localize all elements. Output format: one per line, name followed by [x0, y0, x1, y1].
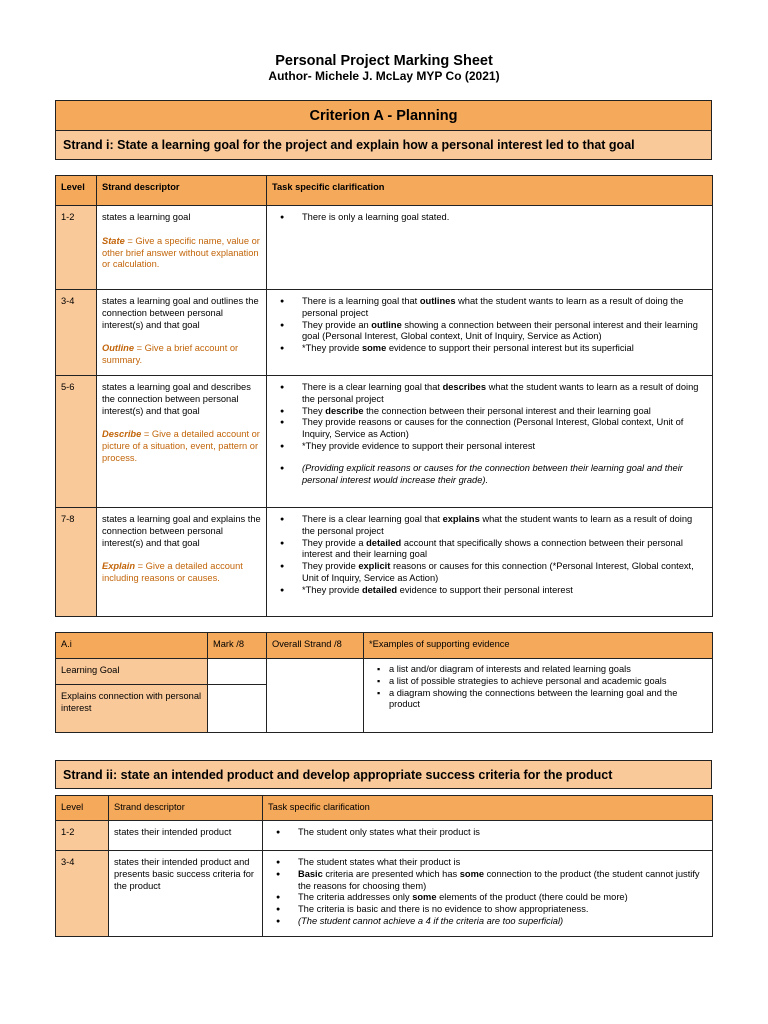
- list-item: ● There is a clear learning goal that describes what the student wants to learn as a result of doing the personal project: [272, 382, 707, 406]
- col-descriptor: Strand descriptor: [114, 802, 185, 812]
- definition-text: State = Give a specific name, value or other brief answer without explanation or calculation.: [102, 235, 260, 270]
- col-clarification: Task specific clarification: [272, 182, 385, 192]
- list-item: ● They provide explicit reasons or causes for this connection (*Personal Interest, Global context, Unit of Inquiry, Service as Action): [272, 561, 707, 585]
- level-cell: 1-2: [61, 827, 75, 837]
- list-item: ● There is only a learning goal stated.: [272, 212, 707, 224]
- list-item: ● The student states what their product is: [268, 857, 707, 869]
- marks-row: [56, 659, 713, 685]
- col-examples: *Examples of supporting evidence: [369, 639, 510, 649]
- strand2-heading: Strand ii: state an intended product and develop appropriate success criteria for the product: [55, 760, 712, 789]
- clarification-list: [272, 296, 707, 355]
- list-item: ● There is a learning goal that outlines what the student wants to learn as a result of doing the personal project: [272, 296, 707, 320]
- list-item: ● *They provide some evidence to support their personal interest but its superficial: [272, 343, 707, 355]
- level-cell: 3-4: [61, 296, 75, 306]
- strand1-marks-table: [55, 632, 713, 733]
- marks-header-row: [56, 633, 713, 659]
- table-row: [56, 508, 713, 617]
- list-item: ● The student only states what their product is: [268, 827, 707, 839]
- descriptor-text: states their intended product: [114, 827, 232, 837]
- definition-text: Outline = Give a brief account or summary.: [102, 343, 239, 366]
- list-item: ▪ a list and/or diagram of interests and related learning goals: [369, 664, 707, 676]
- descriptor-text: states their intended product and presents basic success criteria for the product: [114, 857, 255, 891]
- level-cell: 7-8: [61, 514, 75, 524]
- list-item: ● They provide an outline showing a connection between their personal interest and their learning goal (Personal Interest, Global context, Unit of Inquiry, Service as Action): [272, 320, 707, 344]
- list-item: ▪ a list of possible strategies to achieve personal and academic goals: [369, 676, 707, 688]
- list-item: ● They provide a detailed account that specifically shows a connection between their personal interest and their learning goal: [272, 538, 707, 562]
- mark-entry-cell[interactable]: [208, 685, 267, 733]
- list-item: ● *They provide detailed evidence to support their personal interest: [272, 585, 707, 597]
- strand1-heading: Strand i: State a learning goal for the project and explain how a personal interest led to that goal: [55, 131, 712, 160]
- col-clarification: Task specific clarification: [268, 802, 370, 812]
- col-strand-id: A.i: [61, 639, 72, 649]
- clarification-list: [272, 382, 707, 486]
- table-row: [56, 206, 713, 290]
- table-row: [56, 851, 713, 937]
- level-cell: 5-6: [61, 382, 75, 392]
- page-title: Personal Project Marking Sheet: [275, 53, 493, 69]
- list-item: ● There is a clear learning goal that explains what the student wants to learn as a result of doing the personal project: [272, 514, 707, 538]
- author-line: Author- Michele J. McLay MYP Co (2021): [268, 69, 500, 83]
- descriptor-text: states a learning goal and explains the connection between personal interest(s) and that goal: [102, 514, 261, 548]
- overall-entry-cell[interactable]: [267, 659, 364, 733]
- list-item: ● *They provide evidence to support their personal interest: [272, 441, 707, 453]
- marks-row-label: Learning Goal: [61, 665, 120, 675]
- col-overall: Overall Strand /8: [272, 639, 342, 649]
- note-item: ● (Providing explicit reasons or causes for the connection between their learning goal and their personal interest would increase their grade).: [272, 463, 707, 487]
- level-cell: 3-4: [61, 857, 75, 867]
- mark-entry-cell[interactable]: [208, 659, 267, 685]
- definition-text: Describe = Give a detailed account or picture of a situation, event, pattern or process.: [102, 429, 260, 463]
- examples-list: [369, 664, 707, 711]
- criterion-title: Criterion A - Planning: [55, 100, 712, 131]
- marks-row-label: Explains connection with personal interest: [61, 691, 202, 713]
- strand2-rubric-table: [55, 795, 713, 937]
- table-row: [56, 821, 713, 851]
- table-header-row: [56, 796, 713, 821]
- clarification-list: [272, 212, 707, 224]
- level-cell: 1-2: [61, 212, 75, 222]
- table-header-row: [56, 176, 713, 206]
- clarification-list: [268, 827, 707, 839]
- col-descriptor: Strand descriptor: [102, 182, 180, 192]
- list-item: ● The criteria addresses only some elements of the product (there could be more): [268, 892, 707, 904]
- list-item: ● (The student cannot achieve a 4 if the criteria are too superficial): [268, 916, 707, 928]
- col-mark: Mark /8: [213, 639, 244, 649]
- list-item: ● The criteria is basic and there is no evidence to show appropriateness.: [268, 904, 707, 916]
- clarification-list: [268, 857, 707, 928]
- descriptor-text: states a learning goal and outlines the connection between personal interest(s) and that goal: [102, 296, 259, 330]
- clarification-list: [272, 514, 707, 597]
- descriptor-text: states a learning goal and describes the connection between personal interest(s) and that goal: [102, 382, 251, 416]
- table-row: [56, 376, 713, 508]
- strand1-rubric-table: [55, 175, 713, 617]
- descriptor-text: states a learning goal: [102, 212, 191, 222]
- list-item: ● Basic criteria are presented which has some connection to the product (the student cannot justify the reasons for choosing them): [268, 869, 707, 893]
- list-item: ▪ a diagram showing the connections between the learning goal and the product: [369, 688, 707, 712]
- list-item: ● They provide reasons or causes for the connection (Personal Interest, Global context, Unit of Inquiry, Service as Action): [272, 417, 707, 441]
- table-row: [56, 290, 713, 376]
- definition-text: Explain = Give a detailed account including reasons or causes.: [102, 561, 243, 584]
- col-level: Level: [61, 802, 84, 812]
- list-item: ● They describe the connection between their personal interest and their learning goal: [272, 406, 707, 418]
- col-level: Level: [61, 182, 85, 192]
